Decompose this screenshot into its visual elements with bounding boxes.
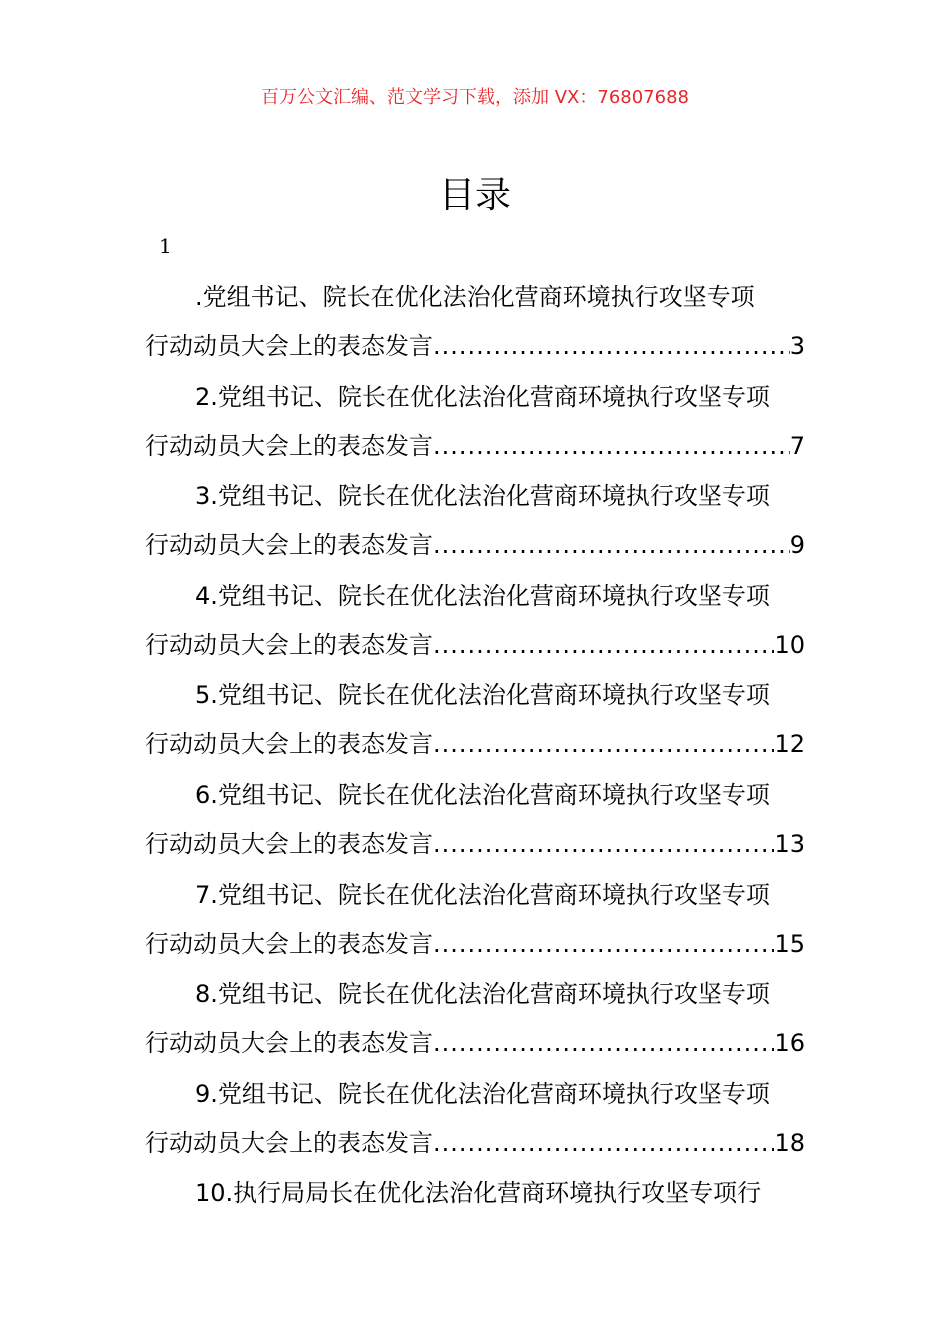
toc-entry-title-cont: 行动动员大会上的表态发言	[145, 1128, 433, 1157]
toc-entry-title-cont: 行动动员大会上的表态发言	[145, 730, 433, 759]
toc-entry-1[interactable]	[145, 272, 805, 372]
toc-entry-6[interactable]	[145, 770, 805, 870]
toc-entry-title: 8.党组书记、院长在优化法治化营商环境执行攻坚专项	[195, 980, 770, 1009]
toc-entry-title: .党组书记、院长在优化法治化营商环境执行攻坚专项	[195, 283, 755, 311]
dot-leader	[433, 621, 774, 671]
toc-entry-title: 2.党组书记、院长在优化法治化营商环境执行攻坚专项	[195, 382, 770, 411]
toc-entry-title-cont: 行动动员大会上的表态发言	[145, 929, 433, 958]
toc-page-number: 18	[774, 1128, 805, 1157]
toc-entry-title-cont: 行动动员大会上的表态发言	[145, 531, 433, 560]
toc-entry-title: 9.党组书记、院长在优化法治化营商环境执行攻坚专项	[195, 1079, 770, 1108]
page-title: 目录	[438, 175, 511, 216]
toc-entry-title: 5.党组书记、院长在优化法治化营商环境执行攻坚专项	[195, 681, 770, 710]
dot-leader	[433, 1119, 774, 1169]
toc-page-number: 15	[774, 929, 805, 958]
toc-entry-3[interactable]	[145, 471, 805, 571]
table-of-contents	[145, 272, 805, 1218]
toc-page-number: 9	[789, 531, 805, 560]
toc-entry-4[interactable]	[145, 571, 805, 671]
toc-page-number: 10	[774, 630, 805, 659]
toc-entry-10-partial[interactable]: 10.执行局局长在优化法治化营商环境执行攻坚专项行	[195, 1179, 762, 1208]
toc-page-number: 3	[789, 332, 805, 360]
toc-entry-9[interactable]	[145, 1069, 805, 1169]
dot-leader	[433, 720, 774, 770]
toc-entry-title-cont: 行动动员大会上的表态发言	[145, 431, 433, 460]
toc-entry-title-cont: 行动动员大会上的表态发言	[145, 332, 433, 360]
toc-entry-5[interactable]	[145, 670, 805, 770]
dot-leader	[433, 322, 790, 372]
orphan-number: 1	[159, 234, 172, 258]
header-note: 百万公文汇编、范文学习下载，添加 VX：76807688	[261, 87, 689, 108]
toc-entry-title-cont: 行动动员大会上的表态发言	[145, 630, 433, 659]
toc-entry-title-cont: 行动动员大会上的表态发言	[145, 1029, 433, 1058]
toc-entry-title: 6.党组书记、院长在优化法治化营商环境执行攻坚专项	[195, 780, 770, 809]
toc-entry-title-cont: 行动动员大会上的表态发言	[145, 829, 433, 858]
toc-entry-title: 7.党组书记、院长在优化法治化营商环境执行攻坚专项	[195, 880, 770, 909]
toc-entry-7[interactable]	[145, 870, 805, 970]
toc-entry-2[interactable]	[145, 372, 805, 472]
dot-leader	[433, 820, 774, 870]
dot-leader	[433, 1019, 774, 1069]
toc-entry-title: 3.党组书记、院长在优化法治化营商环境执行攻坚专项	[195, 482, 770, 511]
toc-page-number: 16	[774, 1029, 805, 1058]
dot-leader	[433, 422, 790, 472]
toc-page-number: 7	[789, 431, 805, 460]
toc-entry-8[interactable]	[145, 969, 805, 1069]
toc-page-number: 12	[774, 730, 805, 759]
toc-page-number: 13	[774, 829, 805, 858]
dot-leader	[433, 920, 774, 970]
dot-leader	[433, 521, 790, 571]
toc-entry-title: 4.党组书记、院长在优化法治化营商环境执行攻坚专项	[195, 581, 770, 610]
